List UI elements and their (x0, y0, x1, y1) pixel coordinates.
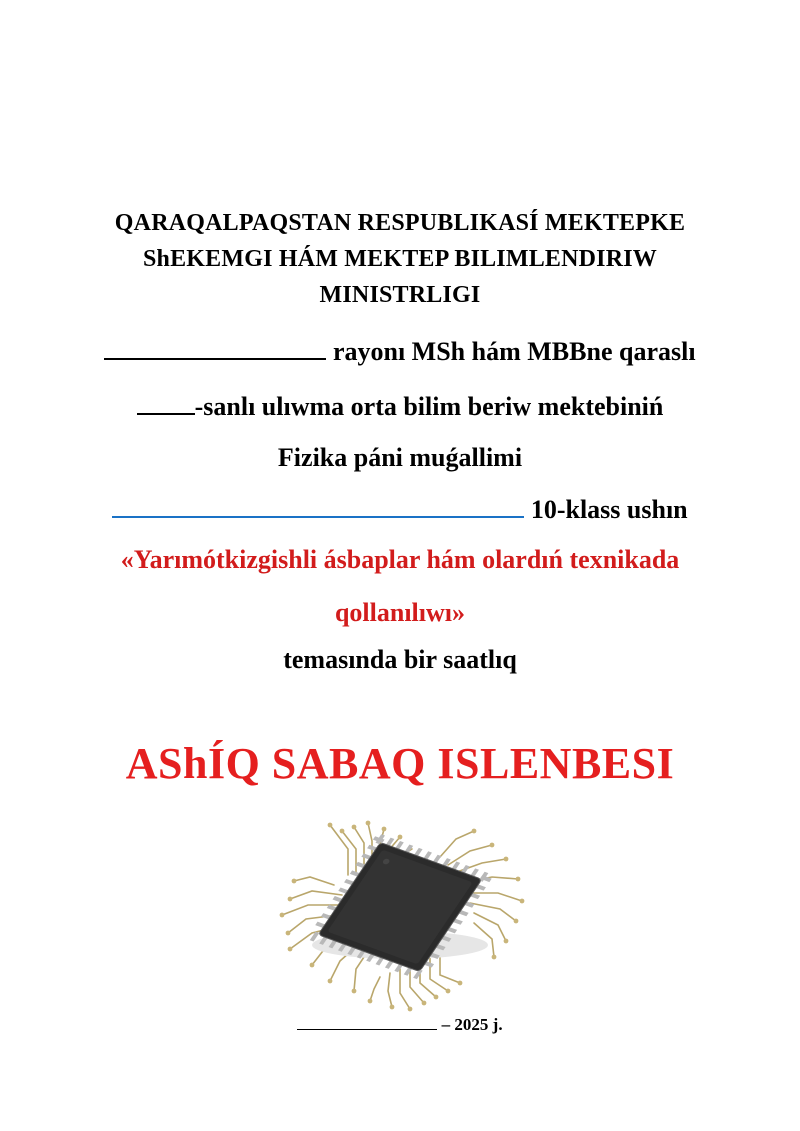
class-line (60, 492, 740, 525)
district-line (60, 337, 740, 367)
duration-line: temasında bir saatlıq (283, 645, 517, 674)
teacher-line: Fizika páni muǵallimi (277, 443, 523, 472)
school-text: -sanlı ulıwma orta bilim beriw mektebiniń (194, 392, 664, 421)
school-line (60, 392, 740, 422)
school-number-blank (137, 393, 195, 415)
year-line (60, 1015, 740, 1035)
class-text: 10-klass ushın (530, 495, 688, 524)
main-title: AShÍQ SABAQ ISLENBESI (125, 739, 675, 788)
year-text: – 2025 j. (441, 1015, 503, 1034)
date-blank (297, 1015, 437, 1030)
topic-line-2: qollanılıwı» (334, 598, 466, 627)
ministry-line-3: MINISTRLIGI (319, 282, 481, 308)
microchip-icon (260, 815, 540, 1020)
teacher-name-blank (112, 492, 524, 518)
district-text: rayonı MSh hám MBBne qaraslı (332, 337, 696, 366)
district-blank (104, 338, 326, 360)
topic-line-1: «Yarımótkizgishli ásbaplar hám olardıń texnikada (120, 545, 680, 574)
ministry-line-2: ShEKEMGI HÁM MEKTEP BILIMLENDIRIW (142, 246, 657, 272)
ministry-header (60, 205, 740, 313)
ministry-line-1: QARAQALPAQSTAN RESPUBLIKASÍ MEKTEPKE (114, 210, 686, 236)
